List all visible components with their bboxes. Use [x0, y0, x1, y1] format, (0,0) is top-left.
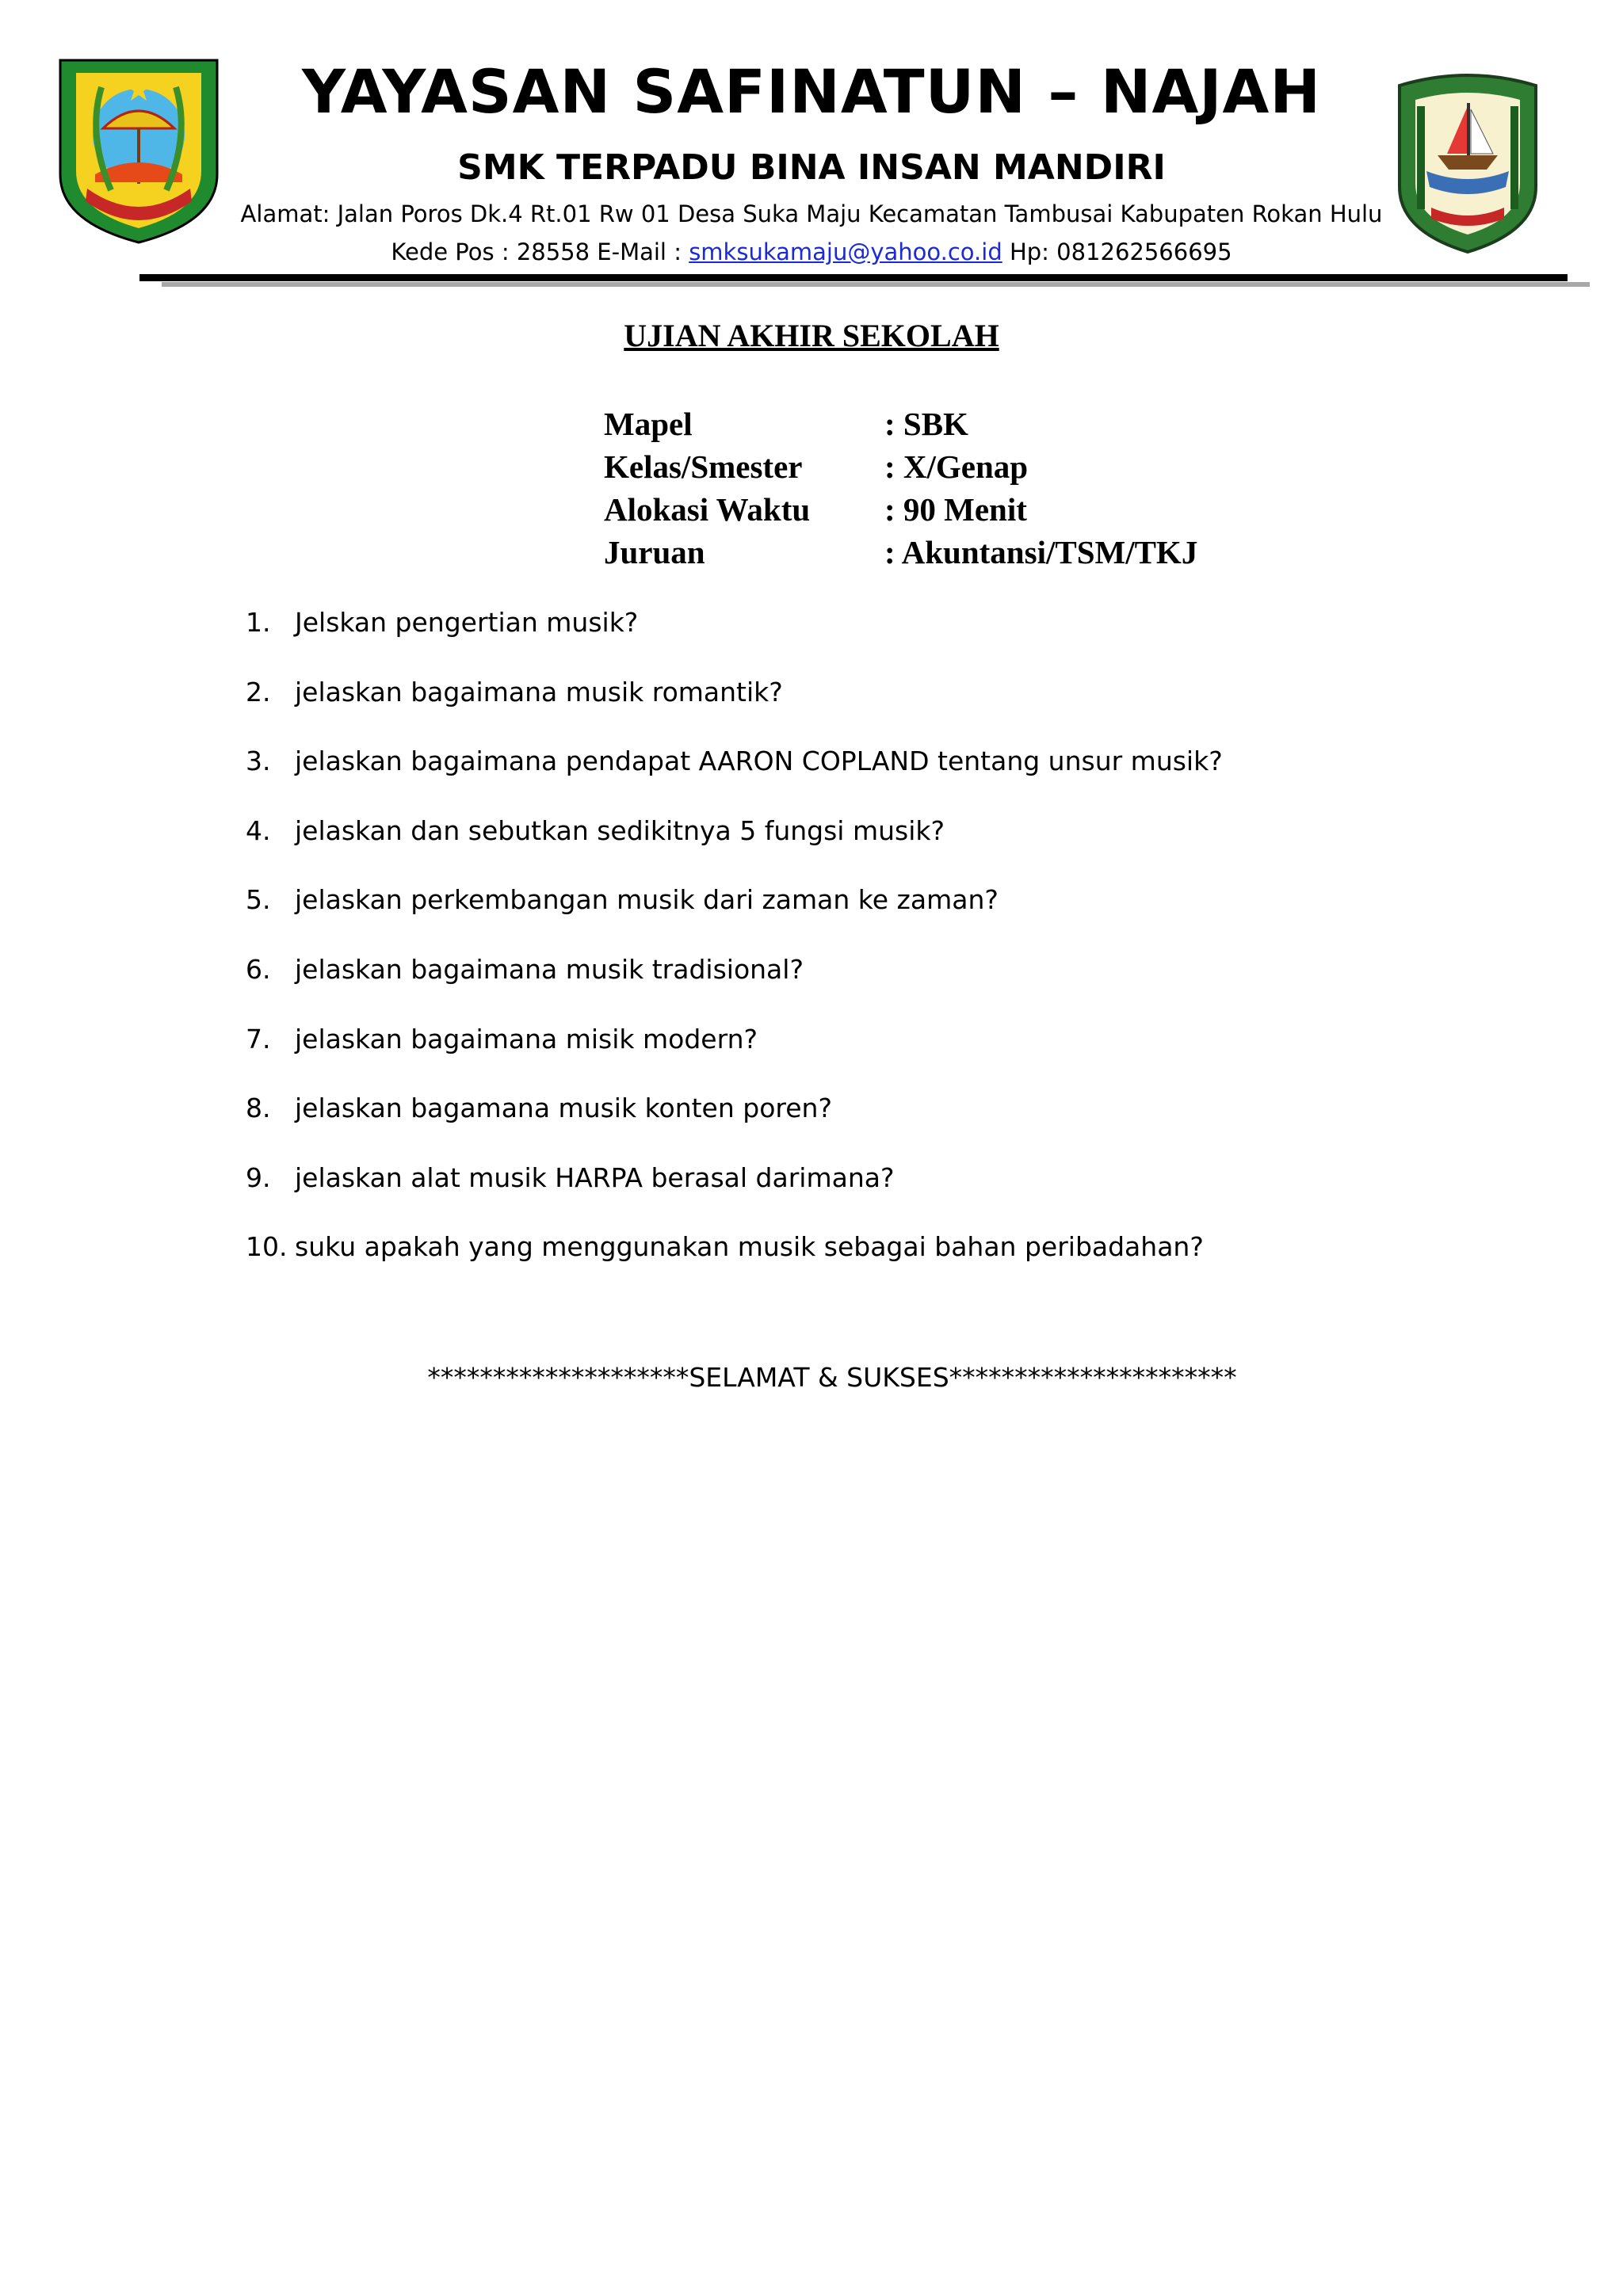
meta-row-subject	[604, 402, 1197, 445]
letterhead-divider-shadow	[162, 282, 1590, 287]
question-item	[246, 672, 1223, 742]
question-text: jelaskan alat musik HARPA berasal darimana?	[295, 1161, 895, 1193]
letterhead-divider	[139, 274, 1568, 281]
question-item	[246, 879, 1223, 949]
question-number: 4.	[246, 814, 271, 846]
meta-row-duration	[604, 488, 1197, 531]
question-number: 2.	[246, 676, 271, 707]
meta-value: : SBK	[884, 406, 968, 442]
question-number: 5.	[246, 884, 271, 916]
meta-label: Alokasi Waktu	[604, 491, 811, 528]
meta-row-class	[604, 445, 1197, 488]
email-link[interactable]: smksukamaju@yahoo.co.id	[689, 238, 1002, 265]
question-number: 3.	[246, 746, 271, 777]
question-number: 6.	[246, 953, 271, 985]
postal-code-label: Kede Pos : 28558 E-Mail :	[391, 238, 689, 265]
meta-label: Mapel	[604, 406, 693, 442]
meta-value: : 90 Menit	[884, 491, 1027, 528]
meta-label: Kelas/Smester	[604, 448, 803, 485]
question-text: jelaskan bagaimana misik modern?	[295, 1023, 758, 1055]
school-name: SMK TERPADU BINA INSAN MANDIRI	[457, 147, 1166, 188]
meta-value: : Akuntansi/TSM/TKJ	[884, 534, 1198, 570]
phone-number: Hp: 081262566695	[1002, 238, 1232, 265]
question-list	[246, 602, 1223, 1296]
question-item	[246, 602, 1223, 672]
question-item	[246, 810, 1223, 880]
question-text: Jelskan pengertian musik?	[295, 607, 639, 638]
question-text: jelaskan bagamana musik konten poren?	[295, 1093, 832, 1124]
question-item	[246, 1158, 1223, 1227]
question-number: 10.	[246, 1231, 288, 1263]
foundation-name: YAYASAN SAFINATUN – NAJAH	[302, 56, 1321, 127]
meta-row-department	[604, 531, 1197, 574]
question-text: jelaskan bagaimana musik romantik?	[295, 676, 783, 707]
question-number: 8.	[246, 1093, 271, 1124]
meta-label: Juruan	[604, 534, 705, 570]
question-text: jelaskan perkembangan musik dari zaman ke zaman?	[295, 884, 999, 916]
question-text: jelaskan bagaimana pendapat AARON COPLAND tentang unsur musik?	[295, 746, 1223, 777]
exam-title: UJIAN AKHIR SEKOLAH	[624, 318, 999, 353]
question-item	[246, 1019, 1223, 1089]
question-item	[246, 949, 1223, 1019]
question-number: 9.	[246, 1161, 271, 1193]
exam-meta-table	[604, 402, 1197, 574]
question-item	[246, 741, 1223, 810]
question-text: suku apakah yang menggunakan musik sebagai bahan peribadahan?	[295, 1231, 1204, 1263]
school-address: Alamat: Jalan Poros Dk.4 Rt.01 Rw 01 Desa Suka Maju Kecamatan Tambusai Kabupaten Rokan Hulu	[240, 200, 1383, 227]
meta-value: : X/Genap	[884, 448, 1029, 485]
question-text: jelaskan dan sebutkan sedikitnya 5 fungsi musik?	[295, 814, 945, 846]
question-text: jelaskan bagaimana musik tradisional?	[295, 953, 804, 985]
question-item	[246, 1226, 1223, 1296]
question-number: 7.	[246, 1023, 271, 1055]
question-number: 1.	[246, 607, 271, 638]
closing-message: ********************SELAMAT & SUKSES**********************	[427, 1362, 1237, 1393]
question-item	[246, 1088, 1223, 1158]
school-contact	[0, 238, 1623, 265]
